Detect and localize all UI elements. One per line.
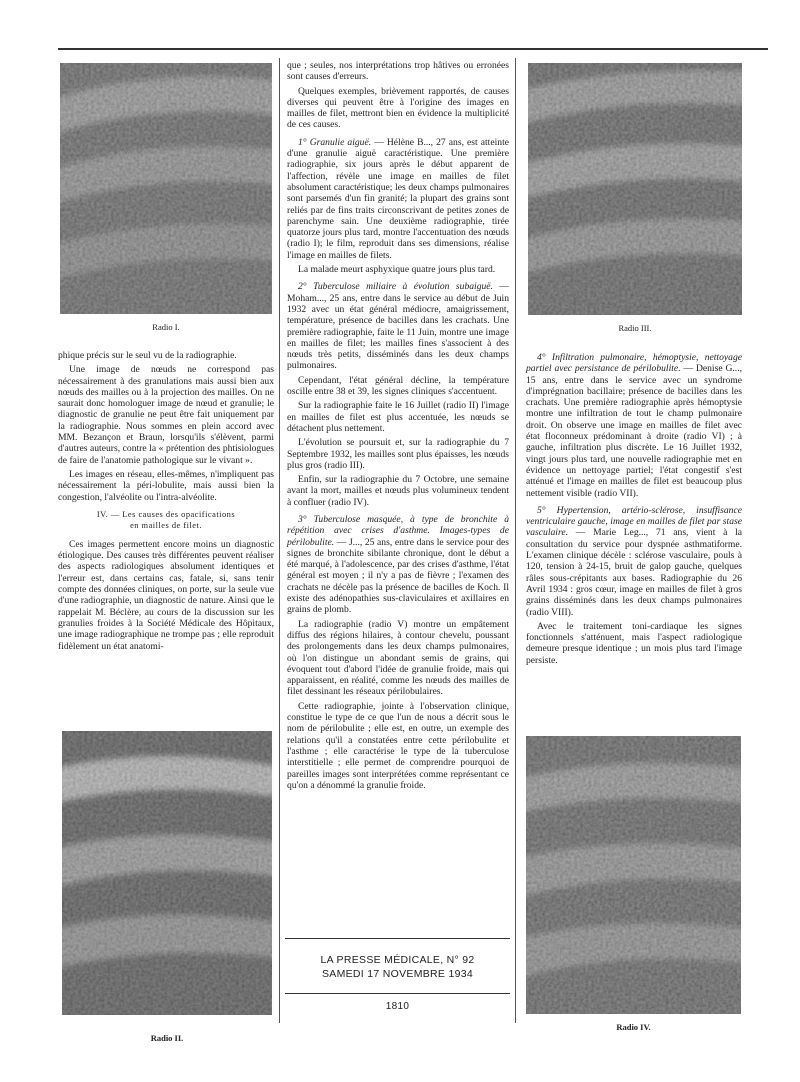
section-heading-line-1: IV. — Les causes des opacifications — [96, 509, 236, 519]
case-4-title: 4° Infiltration pulmonaire, hémoptysie, nettoyage partiel avec persistance de périlobulite. — [526, 352, 742, 375]
paragraph: Ces images permettent encore moins un diagnostic étiologique. Des causes très différentes peuvent réaliser des aspects radiologiques absolument identiques et l'erreur est, dans certains cas, fatale, si, sans tenir compte des données cliniques, on porte, sur la seule vue d'une radiographie, un diagnostic de nature. Ainsi que le rappelait M. Béclère, au cours de la discussion sur les granulies froides à la Société Médicale des Hôpitaux, une image radiographique ne trompe pas ; elle reproduit fidèlement un état anatomi- — [58, 538, 274, 652]
caption-radio-1: Radio I. — [152, 322, 180, 332]
paragraph: Enfin, sur la radiographie du 7 Octobre, une semaine avant la mort, mailles et nœuds plus volumineux tendent à confluer (radio IV). — [287, 474, 509, 508]
case-5-paragraph — [526, 505, 742, 618]
radiograph-3 — [528, 63, 742, 315]
case-4-paragraph — [526, 352, 742, 499]
header-rule — [58, 48, 768, 50]
case-2-paragraph — [287, 281, 509, 371]
radiograph-4 — [526, 736, 741, 1014]
footer-rule-top — [285, 938, 510, 939]
middle-column-text — [287, 60, 509, 794]
case-4-text: — Denise G..., 15 ans, entre dans le service avec un syndrome d'imprégnation bacillaire; présence de bacilles dans les crachats. Une première radiographie après hémoptysie montre une infiltration de tout le champ pulmonaire droit. On observe une image en mailles de filet avec état floconneux prédominant à droite (radio VI) ; à gauche, infiltration plus discrète. Le 16 Juillet 1932, vingt jours plus tard, une nouvelle radiographie met en évidence un nettoyage partiel; l'état congestif s'est atténué et l'image en mailles de filet est beaucoup plus nettement visible (radio VII). — [526, 363, 742, 499]
case-3-paragraph — [287, 514, 509, 616]
paragraph: Une image de nœuds ne correspond pas nécessairement à des granulations mais aussi bien aux nœuds des mailles ou à la projection des mailles. On ne saurait donc homologuer image de nœud et granulie; le diagnostic de granulie ne peut être fait uniquement par la radiographie. Nous sommes en plein accord avec MM. Bezançon et Braun, lorsqu'ils s'élèvent, parmi d'autres auteurs, contre la « prétention des phtisiologues de faire de l'anatomie pathologique sur le vivant ». — [58, 364, 274, 466]
paragraph: Quelques exemples, brièvement rapportés, de causes diverses qui peuvent être à l'origine des images en mailles de filet, mettront bien en évidence la multiplicité de ces causes. — [287, 85, 509, 131]
caption-radio-2: Radio II. — [150, 1033, 184, 1043]
caption-radio-4: Radio IV. — [616, 1022, 651, 1032]
case-5-text: — Marie Leg..., 71 ans, vient à la consultation du service pour dyspnée asthmatiforme. L'examen clinique décèle : sclérose vasculaire, pouls à 120, tension à 24-15, bruit de galop gauche, quelques râles sous-crépitants aux bases. Radiographie du 26 Avril 1934 : gros cœur, image en mailles de filet à gros grains disséminés dans les deux champs pulmonaires (radio VIII). — [526, 527, 742, 618]
paragraph: La radiographie (radio V) montre un empâtement diffus des régions hilaires, à contour chevelu, poussant des prolongements dans les deux champs pulmonaires, où l'on distingue un abondant semis de grains, qui évoquent tout d'abord l'idée de granulie froide, mais qui apparaissent, en réalité, comme les nœuds des mailles de filet dessinant les réseaux périlobulaires. — [287, 618, 509, 698]
page-number: 1810 — [385, 1001, 410, 1012]
radiograph-2 — [62, 731, 272, 1015]
case-1-text: — Hélène B..., 27 ans, est atteinte d'une granulie aiguë caractéristique. Une première radiographie, six jours après le début apparent de l'affection, révèle une image en mailles de filet absolument caractéristique; les deux champs pulmonaires sont parsemés d'un fin granité; la plupart des grains sont reliés par de fins traits circonscrivant de petites zones de parenchyme sain. Une deuxième radiographie, tirée quatorze jours plus tard, montre l'accentuation des nœuds (radio I); le film, reproduit dans ses dimensions, réalise l'image en mailles de filets. — [287, 136, 509, 261]
paragraph: La malade meurt asphyxique quatre jours plus tard. — [298, 264, 496, 276]
radiograph-1 — [60, 63, 272, 314]
case-3-title: 3° Tuberculose masquée, à type de bronchite à répétition avec crises d'asthme. Images-types de périlobulite. — [287, 513, 509, 548]
right-column-text — [526, 352, 742, 669]
journal-name: LA PRESSE MÉDICALE, N° 92 — [320, 954, 475, 966]
paragraph: phique précis sur le seul vu de la radiographie. — [58, 350, 237, 361]
caption-radio-3: Radio III. — [618, 323, 652, 333]
paragraph: Sur la radiographie faite le 16 Juillet (radio II) l'image en mailles de filet est plus accentuée, les nœuds se détachent plus nettement. — [287, 400, 509, 434]
journal-footer — [285, 938, 510, 1014]
case-3-text: — J..., 25 ans, entre dans le service pour des signes de bronchite sibilante chronique, dont le début a été marqué, à l'adolescence, par des crises d'asthme, l'état général est moyen ; il n'y a pas de fièvre ; l'examen des crachats ne décèle pas la présence de bacilles de Koch. Il existe des adénopathies sus-claviculaires et axillaires en grains de plomb. — [287, 536, 509, 616]
left-column-text — [58, 350, 274, 655]
case-1-title: 1° Granulie aiguë. — [298, 136, 372, 148]
footer-rule-bottom — [285, 993, 510, 994]
case-2-title: 2° Tuberculose miliaire à évolution subaiguë. — [298, 281, 493, 293]
paragraph: Avec le traitement toni-cardiaque les signes fonctionnels s'atténuent, mais l'aspect radiologique demeure presque identique ; un mois plus tard l'image persiste. — [526, 620, 742, 666]
section-heading — [58, 509, 274, 531]
case-5-title: 5° Hypertension, artério-sclérose, insuffisance ventriculaire gauche, image en mailles de filet par stase vasculaire. — [526, 504, 742, 539]
column-divider-right — [515, 58, 516, 1023]
case-2-text: — Moham..., 25 ans, entre dans le service au début de Juin 1932 avec un état général médiocre, amaigrissement, température, présence de bacilles dans les crachats. Une première radiographie, faite le 11 Juin, montre une image en mailles de filet; les mailles fines s'associent à des nœuds très petits, disséminés dans les deux champs pulmonaires. — [287, 281, 509, 372]
case-1-paragraph — [287, 137, 509, 261]
column-divider-left — [279, 58, 280, 1023]
journal-date: SAMEDI 17 NOVEMBRE 1934 — [321, 968, 474, 980]
paragraph: L'évolution se poursuit et, sur la radiographie du 7 Septembre 1932, les mailles sont plus épaisses, les nœuds plus gros (radio III). — [287, 437, 509, 471]
paragraph: Cependant, l'état général décline, la température oscille entre 38 et 39, les signes cliniques s'accentuent. — [287, 374, 509, 398]
paragraph: Les images en réseau, elles-mêmes, n'impliquent pas nécessairement la péri-lobulite, mais aussi bien la congestion, l'alvéolite ou l'intra-alvéolite. — [58, 468, 274, 503]
paragraph: Cette radiographie, jointe à l'observation clinique, constitue le type de ce que l'un de nous a décrit sous le nom de périlobulite ; elle est, en outre, un exemple des relations qu'il a constatées entre cette périlobulite et l'asthme ; elle caractérise le type de la tuberculose interstitielle ; elle permet de comprendre pourquoi de pareilles images sont interprétées comme représentant ce qu'on a dénommé la granulie froide. — [287, 700, 509, 791]
paragraph: que ; seules, nos interprétations trop hâtives ou erronées sont causes d'erreurs. — [287, 60, 509, 83]
section-heading-line-2: en mailles de filet. — [130, 520, 202, 530]
